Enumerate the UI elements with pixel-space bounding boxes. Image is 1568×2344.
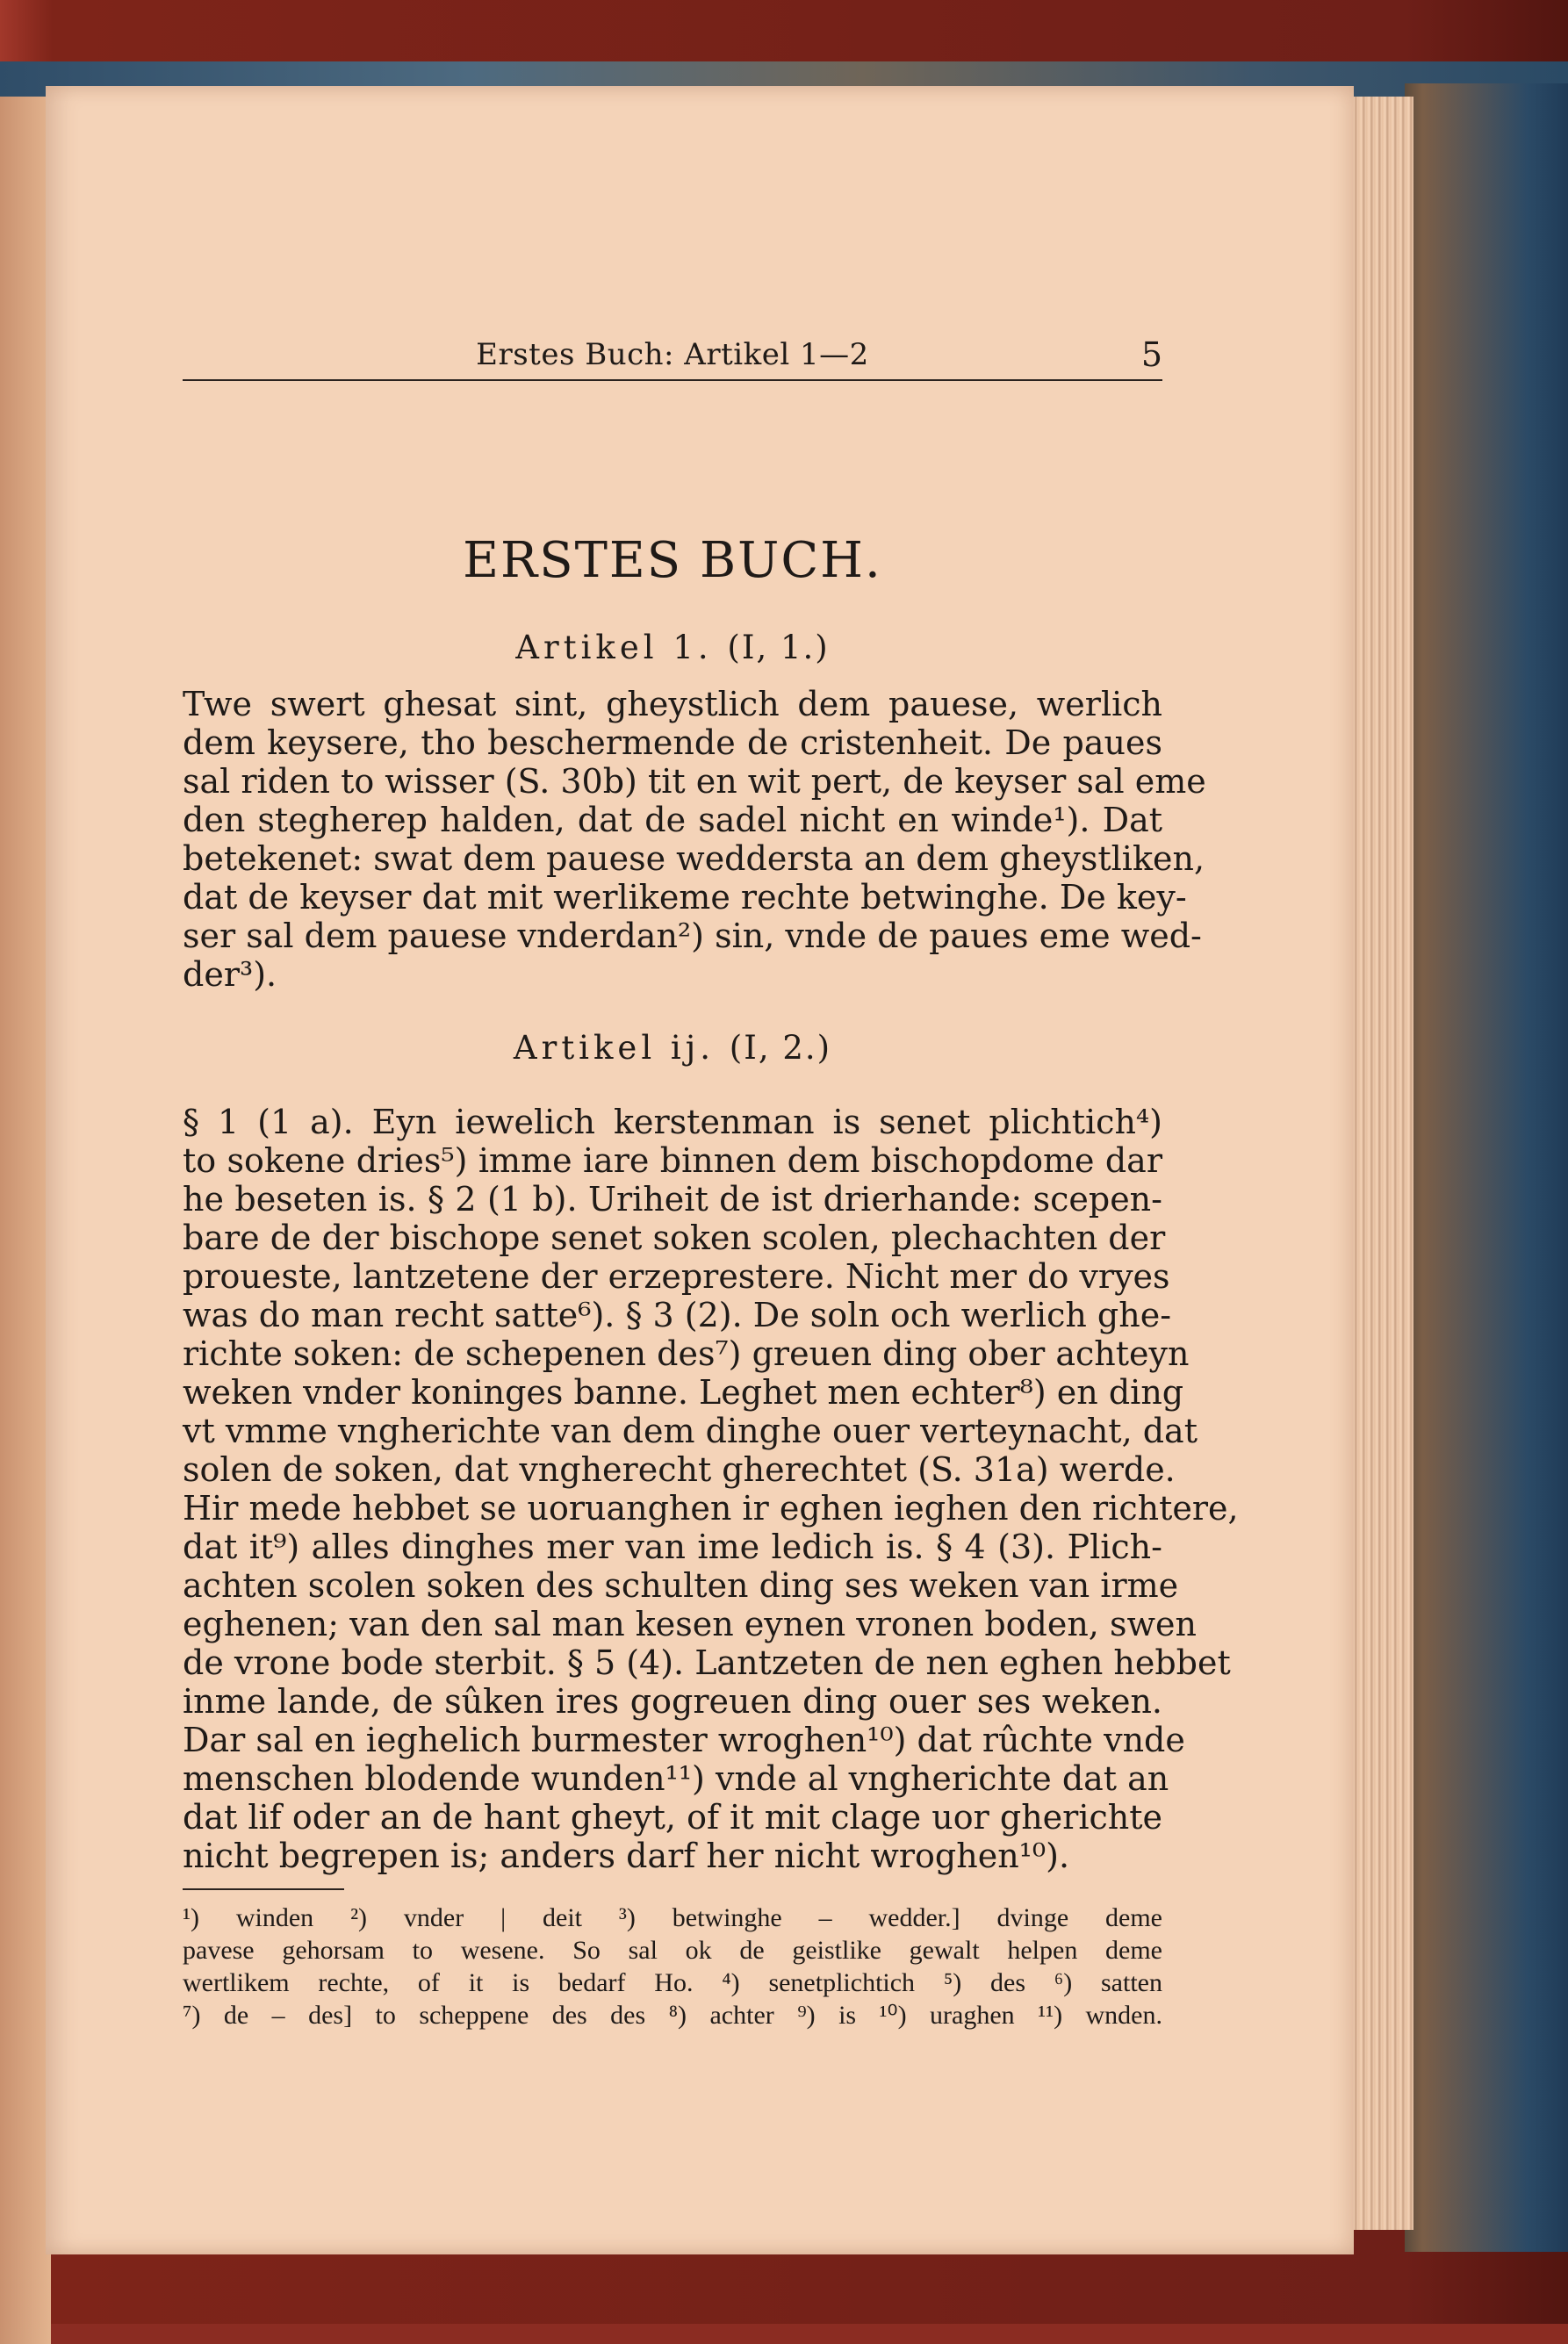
text-line: solen de soken, dat vngherecht gherechtet (S. 31a) werde. [183,1450,1176,1489]
text-line: ser sal dem pauese vnderdan²) sin, vnde de paues eme wed- [183,917,1202,955]
text-line: he beseten is. § 2 (1 b). Uriheit de ist drierhande: scepen- [183,1180,1162,1219]
text-line: der³). [183,955,277,994]
text-line: betekenet: swat dem pauese weddersta an dem gheystliken, [183,839,1205,878]
running-head [183,334,1162,381]
text-line: nicht begrepen is; anders darf her nicht wroghen¹⁰). [183,1837,1070,1875]
book-title: ERSTES BUCH. [463,532,882,589]
article-1-text [183,685,1206,994]
article-2-label: Artikel ij. [513,1029,715,1067]
article-1-reference: (I, 1.) [727,629,830,666]
text-line: den stegherep halden, dat de sadel nicht en winde¹). Dat [183,801,1162,839]
facing-page-edge [0,97,51,2344]
footnote-line: ⁷) de – des] to scheppene des des ⁸) achter ⁹) is ¹⁰) uraghen ¹¹) wnden. [183,2001,1162,2030]
running-head-title: Erstes Buch: Artikel 1—2 [476,337,869,372]
text-line: eghenen; van den sal man kesen eynen vronen boden, swen [183,1605,1197,1643]
footnote-line: ¹) winden ²) vnder | deit ³) betwinghe – wedder.] dvinge deme [183,1903,1162,1932]
text-line: § 1 (1 a). Eyn iewelich kerstenman is senet plichtich⁴) [183,1103,1162,1141]
text-line: to sokene dries⁵) imme iare binnen dem bischopdome dar [183,1141,1162,1180]
book-page [46,86,1354,2254]
text-line: bare de der bischope senet soken scolen, plechachten der [183,1219,1166,1257]
text-line: sal riden to wisser (S. 30b) tit en wit pert, de keyser sal eme [183,762,1206,801]
text-line: weken vnder koninges banne. Leghet men echter⁸) en ding [183,1373,1184,1412]
article-1-heading [183,629,1162,666]
text-line: menschen blodende wunden¹¹) vnde al vngherichte dat an [183,1759,1169,1798]
text-line: vt vmme vngherichte van dem dinghe ouer verteynacht, dat [183,1412,1198,1450]
article-1-label: Artikel 1. [515,629,713,666]
footnote-rule [183,1888,344,1890]
text-line: achten scolen soken des schulten ding ses weken van irme [183,1566,1179,1605]
text-line: Hir mede hebbet se uoruanghen ir eghen ieghen den richtere, [183,1489,1239,1528]
text-line: dat it⁹) alles dinghes mer van ime ledich is. § 4 (3). Plich- [183,1528,1162,1566]
text-line: dem keysere, tho beschermende de cristenheit. De paues [183,723,1162,762]
text-line: inme lande, de sûken ires gogreuen ding ouer ses weken. [183,1682,1162,1721]
footnotes [183,1902,1162,2031]
article-2-heading [183,1029,1162,1067]
text-line: de vrone bode sterbit. § 5 (4). Lantzeten de nen eghen hebbet [183,1643,1231,1682]
footnote-line: wertlikem rechte, of it is bedarf Ho. ⁴) senetplichtich ⁵) des ⁶) satten [183,1968,1162,1997]
article-2-text [183,1103,1239,1875]
text-line: dat lif oder an de hant gheyt, of it mit clage uor gherichte [183,1798,1162,1837]
text-line: proueste, lantzetene der erzeprestere. Nicht mer do vryes [183,1257,1170,1296]
text-line: richte soken: de schepenen des⁷) greuen ding ober achteyn [183,1334,1190,1373]
page-number: 5 [1140,335,1162,374]
text-line: Dar sal en ieghelich burmester wroghen¹⁰) dat rûchte vnde [183,1721,1185,1759]
text-line: was do man recht satte⁶). § 3 (2). De soln och werlich ghe- [183,1296,1172,1334]
text-line: dat de keyser dat mit werlikeme rechte betwinghe. De key- [183,878,1187,917]
article-2-reference: (I, 2.) [729,1029,832,1067]
footnote-line: pavese gehorsam to wesene. So sal ok de geistlike gewalt helpen deme [183,1936,1162,1965]
book-cover-right-edge [1405,83,1568,2252]
text-line: Twe swert ghesat sint, gheystlich dem pauese, werlich [183,685,1162,723]
